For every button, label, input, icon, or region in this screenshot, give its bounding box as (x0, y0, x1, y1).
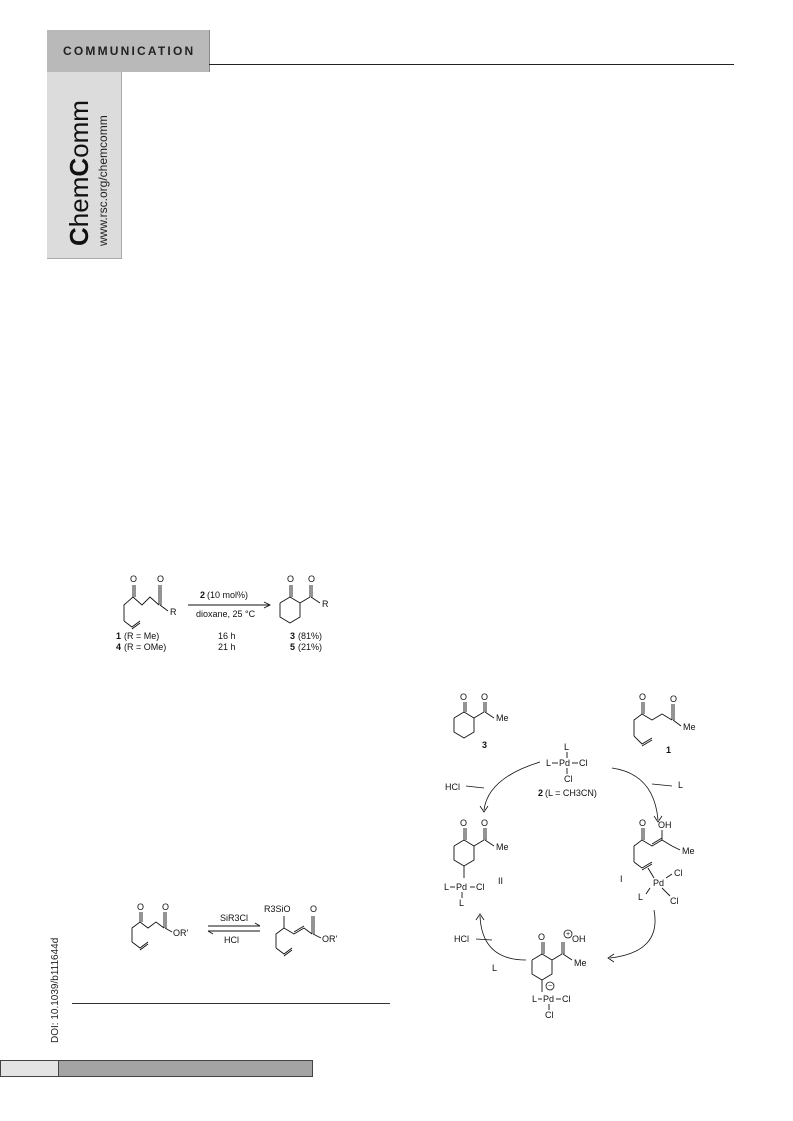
svg-text:+: + (566, 931, 571, 938)
int3-me: Me (574, 958, 587, 968)
svg-text:O: O (157, 574, 165, 584)
int1-pd: Pd (653, 878, 665, 888)
right-ester: OR' (322, 934, 338, 944)
row1-sub-desc: (R = Me) (124, 631, 160, 641)
product-3-structure (454, 692, 509, 750)
row1-yield: (81%) (298, 631, 323, 641)
cat-cl-bottom: Cl (564, 774, 573, 784)
hcl-bottom: HCl (454, 934, 469, 944)
intermediate-III-structure (532, 930, 587, 1020)
svg-text:O: O (137, 902, 145, 912)
int2-pd: Pd (456, 882, 468, 892)
row2-prod-num: 5 (290, 642, 296, 652)
catalyst-2-structure (538, 742, 597, 798)
int3-pd: Pd (543, 994, 555, 1004)
substrate-r: R (170, 607, 177, 617)
l-bottom: L (492, 963, 498, 973)
int3-cl1: Cl (562, 994, 571, 1004)
product-structure (280, 574, 329, 623)
journal-logo (64, 100, 95, 246)
svg-text:O: O (639, 818, 647, 828)
header-rule (209, 64, 734, 65)
row2-yield: (21%) (298, 642, 323, 652)
substrate-num: 1 (666, 745, 672, 755)
l-release: L (678, 780, 684, 790)
equilibrium-arrows (208, 913, 260, 945)
int1-l: L (638, 892, 644, 902)
int2-l1: L (444, 882, 450, 892)
product-me: Me (496, 713, 509, 723)
row2-sub-num: 4 (116, 642, 122, 652)
logo-hem: hem (64, 176, 94, 228)
doi-label: DOI: 10.1039/b111644d (50, 937, 61, 1043)
logo-c-bold: C (64, 227, 94, 246)
hcl-top: HCl (445, 782, 460, 792)
svg-text:O: O (460, 818, 468, 828)
cat-num: 2 (538, 788, 544, 798)
substrate-me: Me (683, 722, 696, 732)
row1-prod-num: 3 (290, 631, 296, 641)
svg-text:O: O (481, 818, 489, 828)
svg-text:O: O (130, 574, 138, 584)
int2-cl: Cl (476, 882, 485, 892)
arc-top-right (612, 768, 658, 820)
reagent-loading: (10 mol%) (207, 590, 249, 600)
section-tab (47, 30, 210, 72)
catalytic-cycle-graphic (440, 690, 740, 1030)
yield-table (116, 631, 322, 652)
int1-cl1: Cl (674, 868, 683, 878)
row1-time: 16 h (218, 631, 236, 641)
int3-cl2: Cl (545, 1010, 554, 1020)
svg-text:O: O (310, 904, 318, 914)
left-ester: OR' (173, 928, 189, 938)
int3-oh: OH (572, 934, 586, 944)
section-label: COMMUNICATION (63, 44, 196, 58)
silyl-ether: R3SiO (264, 904, 291, 914)
int2-me: Me (496, 842, 509, 852)
svg-text:O: O (481, 692, 489, 702)
product-num: 3 (482, 740, 488, 750)
svg-text:O: O (287, 574, 295, 584)
silyl-enol-structure (264, 904, 338, 956)
cat-pd: Pd (559, 758, 571, 768)
int1-oh: OH (658, 820, 672, 830)
product-r: R (322, 599, 329, 609)
cat-l-top: L (564, 742, 570, 752)
svg-text:O: O (538, 932, 546, 942)
int1-label: I (620, 874, 623, 884)
cat-l-left: L (546, 758, 552, 768)
int3-l: L (532, 994, 538, 1004)
reaction-arrow (188, 590, 270, 619)
footer-bar-dark (59, 1061, 312, 1076)
footnote-rule (72, 1003, 390, 1004)
svg-text:−: − (548, 983, 553, 990)
svg-text:O: O (162, 902, 170, 912)
row2-sub-desc: (R = OMe) (124, 642, 167, 652)
logo-omm: omm (64, 100, 94, 158)
scheme-2-graphic (118, 898, 378, 978)
arc-bottom-left (480, 916, 526, 960)
cat-ligand: (L = CH3CN) (545, 788, 597, 798)
reagent-num: 2 (200, 590, 206, 600)
int1-cl2: Cl (670, 896, 679, 906)
logo-c-bold-2: C (64, 157, 94, 177)
journal-url: www.rsc.org/chemcomm (96, 115, 110, 246)
svg-text:O: O (639, 692, 647, 702)
reverse-reagent: HCl (224, 935, 239, 945)
intermediate-I-structure (620, 818, 695, 906)
substrate-1-structure (634, 692, 696, 755)
intermediate-II-structure (444, 818, 509, 908)
arc-right-bottom (610, 910, 655, 958)
scheme-1-graphic (112, 565, 362, 660)
row2-time: 21 h (218, 642, 236, 652)
ketoester-structure (132, 902, 189, 950)
svg-text:O: O (308, 574, 316, 584)
forward-reagent: SiR3Cl (220, 913, 249, 923)
cat-cl-right: Cl (579, 758, 588, 768)
svg-text:O: O (670, 694, 678, 704)
int1-me: Me (682, 846, 695, 856)
substrate-structure (124, 574, 177, 629)
int2-l2: L (459, 898, 465, 908)
conditions: dioxane, 25 °C (196, 609, 256, 619)
page-footer-bar (0, 1060, 313, 1077)
int2-label: II (498, 876, 504, 886)
svg-text:O: O (460, 692, 468, 702)
footer-bar-light (1, 1061, 59, 1076)
row1-sub-num: 1 (116, 631, 122, 641)
arc-top-left (484, 762, 540, 810)
